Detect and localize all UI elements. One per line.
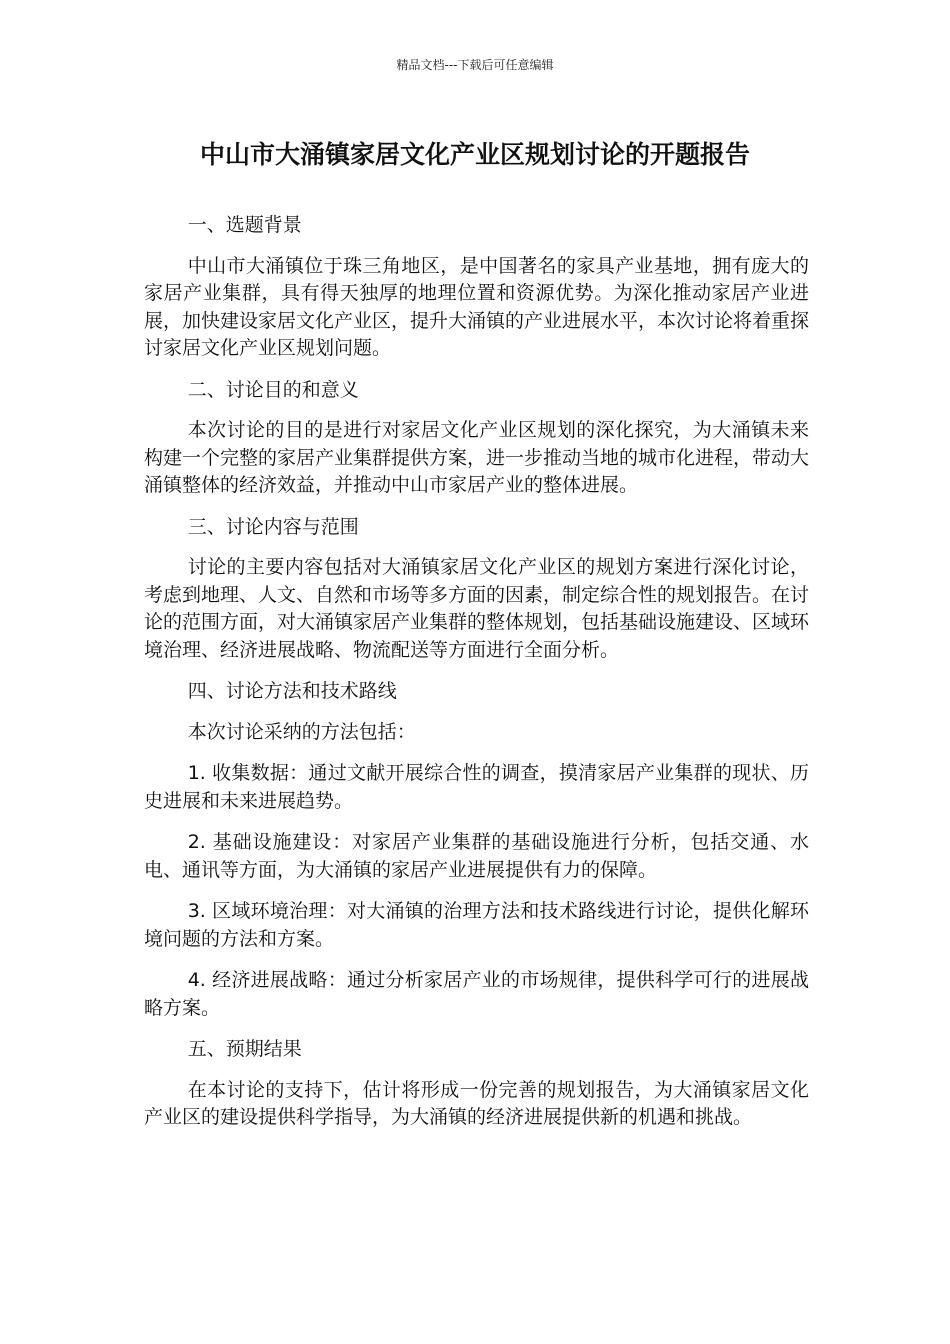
section-heading-scope: 三、讨论内容与范围	[187, 515, 359, 538]
document-body	[144, 212, 809, 1146]
list-item-method-1: 1. 收集数据：通过文献开展综合性的调查，摸清家居产业集群的现状、历史进展和未来进展趋势。	[144, 762, 809, 812]
list-item-method-4: 4. 经济进展战略：通过分析家居产业的市场规律，提供科学可行的进展战略方案。	[144, 969, 809, 1019]
section-heading-methods: 四、讨论方法和技术路线	[187, 680, 397, 702]
list-item-method-2: 2. 基础设施建设：对家居产业集群的基础设施进行分析，包括交通、水电、通讯等方面，为大涌镇的家居产业进展提供有力的保障。	[144, 831, 809, 881]
paragraph-results: 在本讨论的支持下，估计将形成一份完善的规划报告，为大涌镇家居文化产业区的建设提供科学指导，为大涌镇的经济进展提供新的机遇和挑战。	[144, 1078, 809, 1128]
paragraph-scope: 讨论的主要内容包括对大涌镇家居文化产业区的规划方案进行深化讨论，考虑到地理、人文、自然和市场等多方面的因素，制定综合性的规划报告。在讨论的范围方面，对大涌镇家居产业集群的整体规划，包括基础设施建设、区域环境治理、经济进展战略、物流配送等方面进行全面分析。	[144, 556, 810, 661]
section-heading-background: 一、选题背景	[187, 214, 302, 236]
list-item-method-3: 3. 区域环境治理：对大涌镇的治理方法和技术路线进行讨论，提供化解环境问题的方法和方案。	[144, 900, 809, 950]
document-title: 中山市大涌镇家居文化产业区规划讨论的开题报告	[199, 140, 750, 169]
paragraph-purpose: 本次讨论的目的是进行对家居文化产业区规划的深化探究，为大涌镇未来构建一个完整的家居产业集群提供方案，进一步推动当地的城市化进程，带动大涌镇整体的经济效益，并推动中山市家居产业的整体进展。	[144, 419, 810, 496]
page-header: 精品文档---下载后可任意编辑	[396, 58, 554, 72]
section-heading-purpose: 二、讨论目的和意义	[187, 378, 359, 401]
paragraph-background: 中山市大涌镇位于珠三角地区，是中国著名的家具产业基地，拥有庞大的家居产业集群，具有得天独厚的地理位置和资源优势。为深化推动家居产业进展，加快建设家居文化产业区，提升大涌镇的产业进展水平，本次讨论将着重探讨家居文化产业区规划问题。	[144, 254, 810, 359]
paragraph-methods-intro: 本次讨论采纳的方法包括：	[187, 720, 416, 743]
section-heading-results: 五、预期结果	[187, 1038, 302, 1060]
